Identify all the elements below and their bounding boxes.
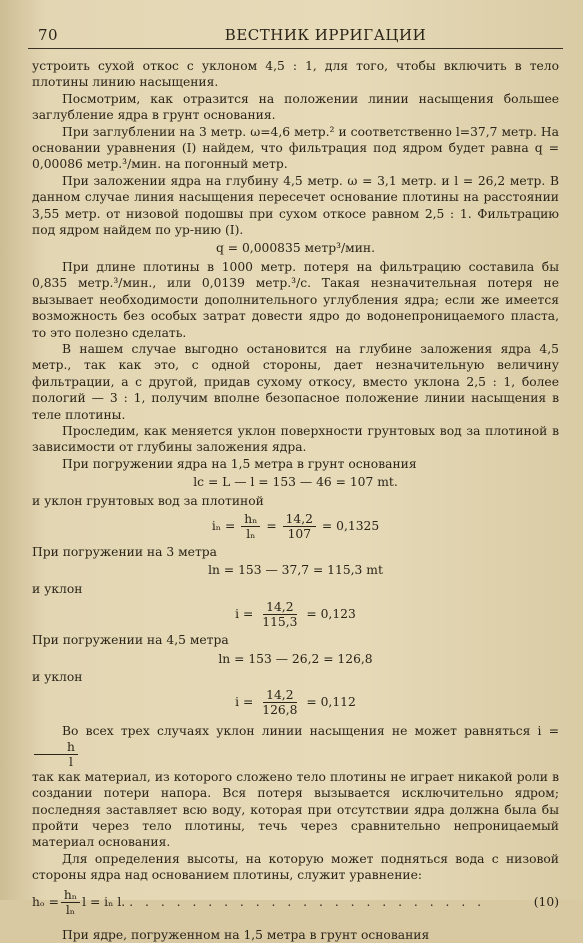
equation-l2: ln = 153 — 37,7 = 115,3 mt bbox=[208, 563, 383, 578]
paragraph: При длине плотины в 1000 метр. потеря на фильтрацию составила бы 0,835 метр.³/мин., или 0,0139 метр.³/с. Такая незначительная потеря не вызывает необходимости дополнительного углубления ядра; если же имеется возможность без особых затрат довести ядро до водонепроницаемого пласта, то это полезно сделать. bbox=[32, 259, 559, 340]
paragraph: При ядре, погруженном на 1,5 метра в грунт основания bbox=[62, 927, 430, 942]
formula-i2: i = $\frac{14,2}{115,3}$ = 0,123 bbox=[235, 600, 356, 630]
leader-dots: . . . . . . . . . . . . . . . . . . . . . . . bbox=[129, 894, 486, 909]
equation-l1: lc = L — l = 153 — 46 = 107 mt. bbox=[193, 475, 398, 490]
formula-10: hₒ = $\frac{\text{hₙ}}{\text{lₙ}}$ l = iₙ l. . . . . . . . . . . . . . . . . . . . . . . . (10) bbox=[32, 887, 559, 917]
equation-q: q = 0,000835 метр³/мин. bbox=[215, 241, 376, 256]
paragraph: При погружении на 4,5 метра bbox=[32, 633, 229, 648]
paragraph: Посмотрим, как отразится на положении линии насыщения большее заглубление ядра в грунт основания. bbox=[32, 91, 559, 123]
equation-number: (10) bbox=[533, 894, 559, 909]
fraction: $\frac{14,2}{115,3}$ bbox=[262, 600, 298, 630]
paragraph: и уклон грунтовых вод за плотиной bbox=[32, 493, 264, 508]
paragraph: и уклон bbox=[32, 670, 83, 684]
paragraph: При погружении на 3 метра bbox=[32, 544, 217, 559]
paragraph: так как материал, из которого сложено тело плотины не играет никакой роли в создании потери напора. Вся потеря вызывается исключительно ядром; последняя заставляет всю воду, которая при отсутствии ядра должна была бы пройти через тело плотины, течь через сравнительно непроницаемый материал основания. bbox=[32, 769, 559, 850]
fraction: $\frac{\text{hₙ}}{\text{lₙ}}$ bbox=[241, 512, 260, 541]
fraction: $\frac{\text{hₙ}}{\text{lₙ}}$ bbox=[61, 888, 80, 917]
paragraph: При заглублении на 3 метр. ω=4,6 метр.² и соответственно l=37,7 метр. На основании уравнения (I) найдем, что фильтрация под ядром будет равна q = 0,00086 метр.³/мин. на погонный метр. bbox=[32, 124, 559, 172]
fraction: $\frac{h}{l}$ bbox=[34, 740, 78, 769]
fraction: $\frac{14,2}{107}$ bbox=[283, 512, 316, 541]
paragraph: При заложении ядра на глубину 4,5 метр. ω = 3,1 метр. и l = 26,2 метр. В данном случае линия насыщения пересечет основание плотины на расстоянии 3,55 метр. от низовой подошвы при сухом откосе равном 2,5 : 1. Фильтрацию под ядром найдем по ур-нию (I). bbox=[32, 173, 559, 238]
paragraph: Проследим, как меняется уклон поверхности грунтовых вод за плотиной в зависимости от глубины заложения ядра. bbox=[32, 423, 559, 455]
fraction: $\frac{14,2}{126,8}$ bbox=[262, 688, 298, 718]
page-header bbox=[28, 24, 563, 49]
journal-title: ВЕСТНИК ИРРИГАЦИИ bbox=[224, 26, 427, 44]
formula-i1: iₙ = $\frac{\text{hₙ}}{\text{lₙ}}$ = $\frac{14,2}{107}$ = 0,1325 bbox=[211, 511, 380, 541]
paragraph: При погружении ядра на 1,5 метра в грунт основания bbox=[62, 456, 417, 471]
paragraph: Для определения высоты, на которую может подняться вода с низовой стороны ядра над основанием плотины, служит уравнение: bbox=[32, 851, 559, 883]
paragraph: устроить сухой откос с уклоном 4,5 : 1, для того, чтобы включить в тело плотины линию насыщения. bbox=[32, 59, 559, 90]
paragraph: и уклон bbox=[32, 581, 83, 596]
paragraph: В нашем случае выгодно остановится на глубине заложения ядра 4,5 метр., так как это, с одной стороны, дает незначительную величину фильтрации, а с другой, придав сухому откосу, вместо уклона 2,5 : 1, более пологий — 3 : 1, получим вполне безопасное положение линии насыщения в теле плотины. bbox=[32, 341, 559, 422]
page-number: 70 bbox=[38, 26, 59, 44]
formula-i3: i = $\frac{14,2}{126,8}$ = 0,112 bbox=[235, 688, 356, 718]
paragraph: Во всех трех случаях уклон линии насыщения не может равняться i = $\frac{h}{l}$ bbox=[32, 723, 559, 768]
equation-l3: ln = 153 — 26,2 = 126,8 bbox=[218, 651, 373, 666]
article-body bbox=[32, 58, 559, 943]
